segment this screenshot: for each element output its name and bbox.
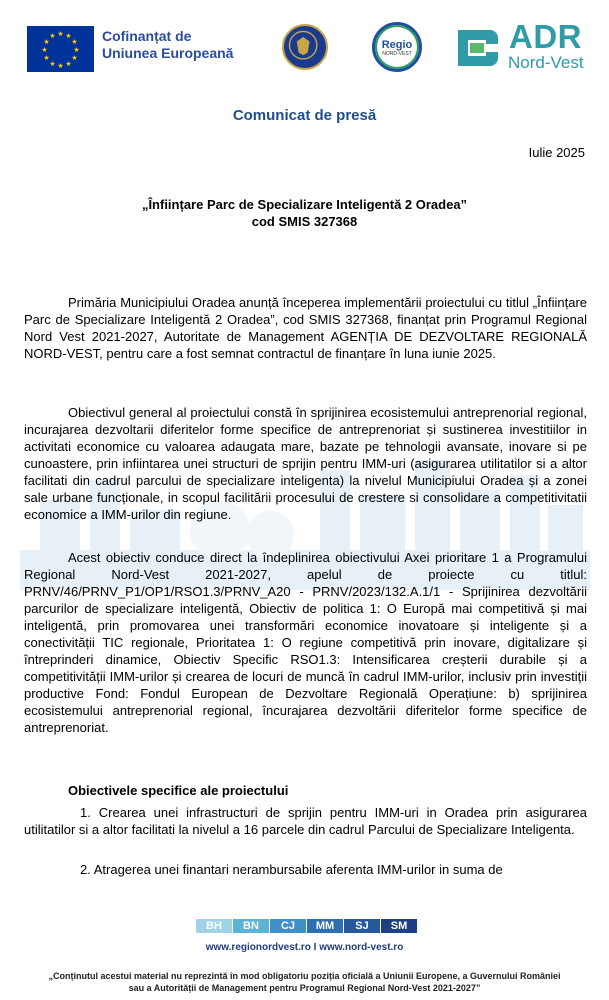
eu-cofinancing-text <box>102 28 233 62</box>
project-title <box>0 196 609 230</box>
adr-mark-icon <box>452 26 500 70</box>
project-title-line2: cod SMIS 327368 <box>251 214 358 229</box>
paragraph-program-alignment: Acest obiectiv conduce direct la îndeplinirea obiectivului Axei prioritare 1 a Programului Regional Nord-Vest 2021-2027, apelul de proiecte cu titlul: PRNV/46/PRNV_P1/OP1/RSO1.3/PRNV_A20 - PRNV/2023/132.A.1/1 - Sprijinirea dezvoltării parcurilor de specializare inteligentă, Obiectiv de politica 1: O Europă mai competitivă și mai inteligentă, prin promovarea unei transformări economice inovatoare și inteligente și a conectivității TIC regionale, Prioritatea 1: O regiune competitivă prin inovare, digitalizare și întreprinderi dinamice, Obiectiv Specific RSO1.3: Intensificarea creșterii durabile și a competitivității IMM-urilor și crearea de locuri de muncă în cadrul IMM-urilor, inclusiv prin investiții productive Fond: Fondul European de Dezvoltare Regională Operațiune: b) sprijinirea ecosistemului antreprenorial regional, încurajarea dezvoltării diferitelor forme specifice de antreprenoriat. <box>24 550 587 735</box>
paragraph-general-objective: Obiectivul general al proiectului constă în sprijinirea ecosistemului antreprenorial regional, incurajarea dezvoltarii diferitelor forme specifice de antreprenoriat și sustinerea investitiilor in activitati economice cu valoarea adaugata mare, bazate pe tehnologii avansate, inovare si pe cunoastere, prin infiintarea unei structuri de sprijin pentru IMM-uri (asigurarea utilitatilor si a altor facilitati din cadrul parcului de specializare inteligenta) la nivelul Municipiului Oradea și a zonei sale urbane funcționale, in scopul facilitării procesului de crestere si consolidare a competitivitatii economice a IMM-urilor din regiune. <box>24 405 587 522</box>
county-badge-mm: MM <box>307 919 343 933</box>
footer-disclaimer: „Conținutul acestui material nu reprezintă în mod obligatoriu poziția oficială a Uniunii Europene, a Guvernului României sau a Autorității de Management pentru Programul Regional Nord-Vest 2021-2027” <box>48 971 561 993</box>
svg-text:★: ★ <box>57 30 64 38</box>
adr-subtitle: Nord-Vest <box>508 53 584 72</box>
objective-item: 2. Atragerea unei finantari nerambursabile aferenta IMM-urilor in suma de <box>80 862 503 877</box>
svg-text:★: ★ <box>71 38 78 46</box>
footer-links[interactable]: www.regionordvest.ro I www.nord-vest.ro <box>205 942 404 953</box>
objective-item: 1. Crearea unei infrastructuri de sprijin pentru IMM-uri in Oradea prin asigurarea utilitatilor si a altor facilitati la nivelul a 16 parcele din cadrul Parcului de Specializare Inteligenta. <box>24 805 587 837</box>
eu-line1: Cofinanțat de <box>102 28 192 44</box>
svg-text:★: ★ <box>57 62 64 70</box>
svg-text:★: ★ <box>41 46 48 54</box>
county-badge-bn: BN <box>233 919 269 933</box>
regio-logo <box>372 22 422 72</box>
county-bar <box>196 919 418 933</box>
svg-text:★: ★ <box>49 32 56 40</box>
document-date: Iulie 2025 <box>528 145 585 160</box>
page-title: Comunicat de presă <box>232 107 377 124</box>
svg-text:★: ★ <box>65 60 72 68</box>
svg-text:★: ★ <box>43 54 50 62</box>
svg-text:★: ★ <box>73 46 80 54</box>
regio-sub: NORD-VEST <box>382 51 412 57</box>
county-badge-sm: SM <box>381 919 417 933</box>
county-badge-sj: SJ <box>344 919 380 933</box>
regio-label: Regio <box>381 39 413 51</box>
svg-text:★: ★ <box>65 32 72 40</box>
county-badge-cj: CJ <box>270 919 306 933</box>
eu-line2: Uniunea Europeană <box>102 45 234 61</box>
eu-stars-icon <box>27 26 94 72</box>
objectives-heading: Obiectivele specifice ale proiectului <box>68 783 289 798</box>
header <box>0 18 609 80</box>
adr-title: ADR <box>509 18 582 55</box>
project-title-line1: „Înființare Parc de Specializare Inteligentă 2 Oradea” <box>141 197 468 212</box>
paragraph-intro: Primăria Municipiului Oradea anunță începerea implementării proiectului cu titlul „Înființare Parc de Specializare Inteligentă 2 Oradea”, cod SMIS 327368, finanțat prin Programul Regional Nord Vest 2021-2027, Autoritate de Management AGENȚIA DE DEZVOLTARE REGIONALĂ NORD-VEST, pentru care a fost semnat contractul de finanțare în luna iunie 2025. <box>24 295 587 361</box>
svg-text:★: ★ <box>49 60 56 68</box>
romanian-government-seal-icon <box>282 24 328 70</box>
county-badge-bh: BH <box>196 919 232 933</box>
svg-text:★: ★ <box>71 54 78 62</box>
eu-flag-logo <box>27 26 94 72</box>
svg-text:★: ★ <box>43 38 50 46</box>
